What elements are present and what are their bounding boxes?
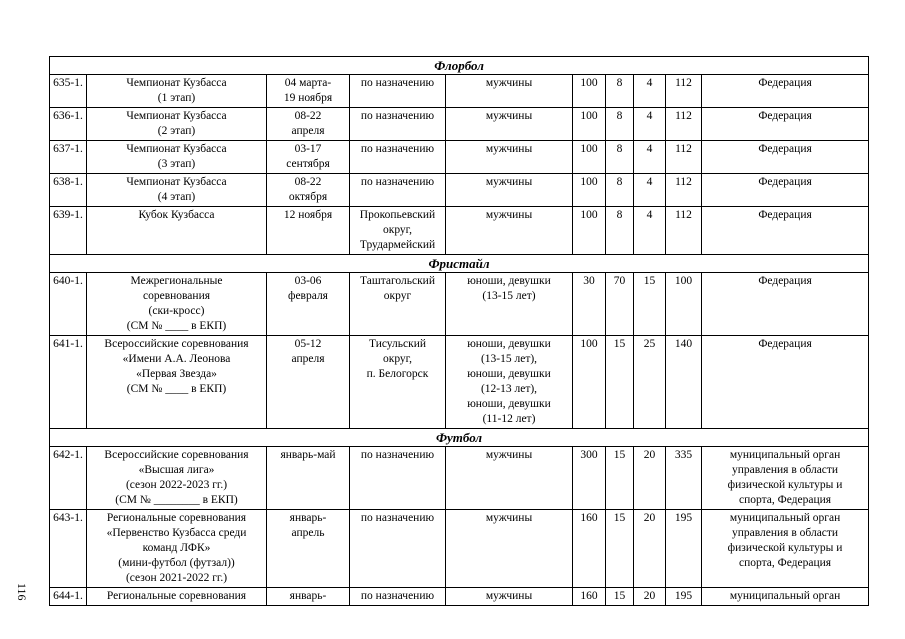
event-place: по назначению <box>350 588 446 606</box>
count-athletes: 100 <box>573 141 606 174</box>
event-place: по назначению <box>350 510 446 588</box>
event-date: январь- апрель <box>267 510 350 588</box>
table-row <box>50 207 869 255</box>
count-coaches: 8 <box>606 108 634 141</box>
event-name: Всероссийские соревнования «Высшая лига» (сезон 2022-2023 гг.) (СМ № ________ в ЕКП) <box>87 447 267 510</box>
count-coaches: 15 <box>606 336 634 429</box>
table-row <box>50 174 869 207</box>
event-participants: юноши, девушки (13-15 лет) <box>446 273 573 336</box>
section-title: Флорбол <box>50 57 869 75</box>
section-header <box>50 255 869 273</box>
count-total: 335 <box>666 447 702 510</box>
event-date: 12 ноября <box>267 207 350 255</box>
count-total: 140 <box>666 336 702 429</box>
event-name: Региональные соревнования «Первенство Кузбасса среди команд ЛФК» (мини-футбол (футзал)) (сезон 2021-2022 гг.) <box>87 510 267 588</box>
table-row <box>50 336 869 429</box>
event-organizer: Федерация <box>702 75 869 108</box>
table-row <box>50 447 869 510</box>
table-row <box>50 588 869 606</box>
event-participants: мужчины <box>446 108 573 141</box>
section-header <box>50 57 869 75</box>
count-judges: 25 <box>634 336 666 429</box>
event-place: Таштагольский округ <box>350 273 446 336</box>
count-coaches: 70 <box>606 273 634 336</box>
count-athletes: 100 <box>573 75 606 108</box>
row-number: 640-1. <box>50 273 87 336</box>
event-date: 03-06 февраля <box>267 273 350 336</box>
table-body <box>50 57 869 606</box>
count-coaches: 15 <box>606 510 634 588</box>
count-total: 100 <box>666 273 702 336</box>
count-coaches: 15 <box>606 447 634 510</box>
count-judges: 4 <box>634 207 666 255</box>
row-number: 636-1. <box>50 108 87 141</box>
count-athletes: 100 <box>573 174 606 207</box>
event-organizer: муниципальный орган <box>702 588 869 606</box>
event-name: Кубок Кузбасса <box>87 207 267 255</box>
count-coaches: 8 <box>606 75 634 108</box>
event-date: январь-май <box>267 447 350 510</box>
table-row <box>50 510 869 588</box>
event-date: 08-22 октября <box>267 174 350 207</box>
row-number: 644-1. <box>50 588 87 606</box>
event-name: Чемпионат Кузбасса (1 этап) <box>87 75 267 108</box>
count-athletes: 160 <box>573 588 606 606</box>
count-judges: 15 <box>634 273 666 336</box>
events-table <box>49 56 869 606</box>
count-total: 195 <box>666 510 702 588</box>
event-date: январь- <box>267 588 350 606</box>
count-athletes: 100 <box>573 207 606 255</box>
row-number: 642-1. <box>50 447 87 510</box>
section-title: Футбол <box>50 429 869 447</box>
row-number: 638-1. <box>50 174 87 207</box>
count-total: 112 <box>666 75 702 108</box>
count-judges: 4 <box>634 141 666 174</box>
row-number: 643-1. <box>50 510 87 588</box>
event-place: по назначению <box>350 447 446 510</box>
event-participants: мужчины <box>446 588 573 606</box>
table-row <box>50 273 869 336</box>
event-participants: юноши, девушки (13-15 лет), юноши, девушки (12-13 лет), юноши, девушки (11-12 лет) <box>446 336 573 429</box>
event-place: Прокопьевский округ, Трудармейский <box>350 207 446 255</box>
section-header <box>50 429 869 447</box>
event-participants: мужчины <box>446 141 573 174</box>
count-total: 112 <box>666 174 702 207</box>
count-total: 112 <box>666 207 702 255</box>
table-row <box>50 108 869 141</box>
event-date: 08-22 апреля <box>267 108 350 141</box>
event-date: 03-17 сентября <box>267 141 350 174</box>
event-participants: мужчины <box>446 510 573 588</box>
event-organizer: Федерация <box>702 273 869 336</box>
row-number: 641-1. <box>50 336 87 429</box>
event-participants: мужчины <box>446 447 573 510</box>
row-number: 635-1. <box>50 75 87 108</box>
count-total: 195 <box>666 588 702 606</box>
event-place: по назначению <box>350 174 446 207</box>
row-number: 639-1. <box>50 207 87 255</box>
event-organizer: Федерация <box>702 108 869 141</box>
count-judges: 4 <box>634 75 666 108</box>
count-judges: 20 <box>634 510 666 588</box>
event-name: Межрегиональные соревнования (ски-кросс) (СМ № ____ в ЕКП) <box>87 273 267 336</box>
event-name: Чемпионат Кузбасса (3 этап) <box>87 141 267 174</box>
count-judges: 4 <box>634 174 666 207</box>
count-coaches: 8 <box>606 174 634 207</box>
event-participants: мужчины <box>446 75 573 108</box>
event-name: Всероссийские соревнования «Имени А.А. Леонова «Первая Звезда» (СМ № ____ в ЕКП) <box>87 336 267 429</box>
event-organizer: Федерация <box>702 336 869 429</box>
event-name: Чемпионат Кузбасса (2 этап) <box>87 108 267 141</box>
count-total: 112 <box>666 141 702 174</box>
count-judges: 20 <box>634 447 666 510</box>
count-total: 112 <box>666 108 702 141</box>
event-place: по назначению <box>350 75 446 108</box>
section-title: Фристайл <box>50 255 869 273</box>
event-place: по назначению <box>350 108 446 141</box>
event-name: Региональные соревнования <box>87 588 267 606</box>
event-date: 05-12 апреля <box>267 336 350 429</box>
count-coaches: 8 <box>606 141 634 174</box>
event-participants: мужчины <box>446 207 573 255</box>
event-organizer: Федерация <box>702 174 869 207</box>
row-number: 637-1. <box>50 141 87 174</box>
count-athletes: 300 <box>573 447 606 510</box>
table-row <box>50 141 869 174</box>
count-athletes: 160 <box>573 510 606 588</box>
event-organizer: Федерация <box>702 207 869 255</box>
count-coaches: 15 <box>606 588 634 606</box>
event-place: Тисульский округ, п. Белогорск <box>350 336 446 429</box>
count-coaches: 8 <box>606 207 634 255</box>
event-participants: мужчины <box>446 174 573 207</box>
event-place: по назначению <box>350 141 446 174</box>
count-athletes: 100 <box>573 108 606 141</box>
count-athletes: 100 <box>573 336 606 429</box>
event-organizer: Федерация <box>702 141 869 174</box>
event-date: 04 марта- 19 ноября <box>267 75 350 108</box>
table-row <box>50 75 869 108</box>
count-judges: 20 <box>634 588 666 606</box>
count-judges: 4 <box>634 108 666 141</box>
event-organizer: муниципальный орган управления в области физической культуры и спорта, Федерация <box>702 447 869 510</box>
event-name: Чемпионат Кузбасса (4 этап) <box>87 174 267 207</box>
page-number: 116 <box>15 583 29 601</box>
count-athletes: 30 <box>573 273 606 336</box>
event-organizer: муниципальный орган управления в области физической культуры и спорта, Федерация <box>702 510 869 588</box>
